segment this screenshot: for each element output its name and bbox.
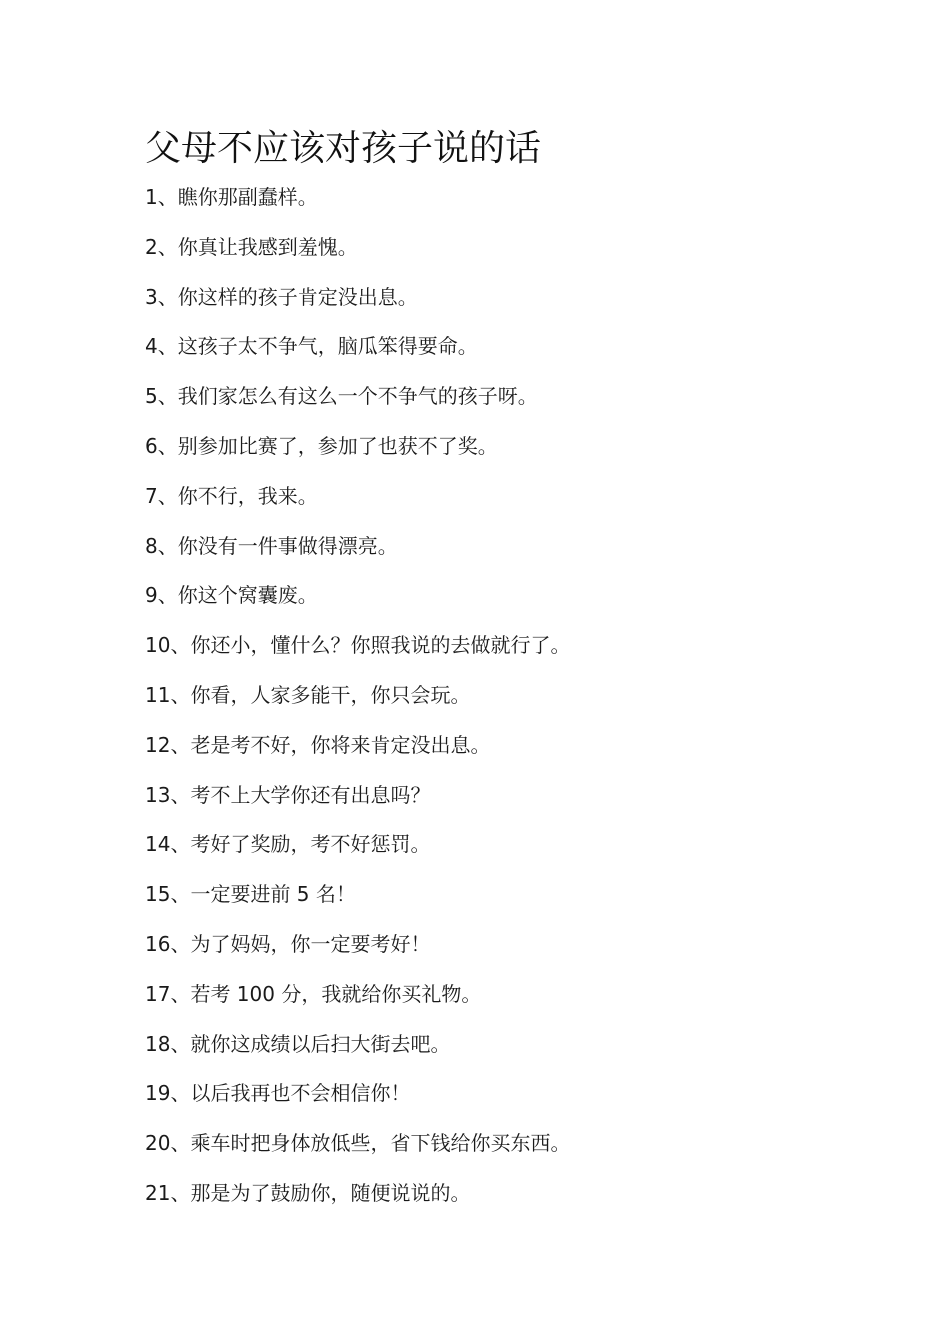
list-item: 7、你不行，我来。	[145, 483, 318, 508]
list-item: 13、考不上大学你还有出息吗？	[145, 782, 431, 807]
list-item: 4、这孩子太不争气，脑瓜笨得要命。	[145, 334, 478, 359]
list-item: 15、一定要进前 5 名！	[145, 882, 356, 907]
list-item: 9、你这个窝囊废。	[145, 583, 318, 608]
document-title: 父母不应该对孩子说的话	[145, 128, 542, 169]
list-item: 16、为了妈妈，你一定要考好！	[145, 931, 431, 956]
list-item: 19、以后我再也不会相信你！	[145, 1081, 411, 1106]
list-item: 5、我们家怎么有这么一个不争气的孩子呀。	[145, 384, 538, 409]
list-item: 6、别参加比赛了，参加了也获不了奖。	[145, 433, 498, 458]
list-item: 20、乘车时把身体放低些，省下钱给你买东西。	[145, 1131, 571, 1156]
list-item: 8、你没有一件事做得漂亮。	[145, 533, 398, 558]
list-item: 3、你这样的孩子肯定没出息。	[145, 284, 418, 309]
list-item: 10、你还小，懂什么？你照我说的去做就行了。	[145, 633, 571, 658]
list-item: 14、考好了奖励，考不好惩罚。	[145, 832, 431, 857]
list-item: 11、你看，人家多能干，你只会玩。	[145, 682, 471, 707]
list-item: 17、若考 100 分，我就给你买礼物。	[145, 981, 482, 1006]
list-item: 18、就你这成绩以后扫大街去吧。	[145, 1031, 451, 1056]
list-item: 21、那是为了鼓励你，随便说说的。	[145, 1180, 471, 1205]
list-item: 1、瞧你那副蠢样。	[145, 185, 318, 209]
statement-list	[145, 181, 570, 1227]
list-item: 2、你真让我感到羞愧。	[145, 234, 358, 259]
list-item: 12、老是考不好，你将来肯定没出息。	[145, 732, 491, 757]
